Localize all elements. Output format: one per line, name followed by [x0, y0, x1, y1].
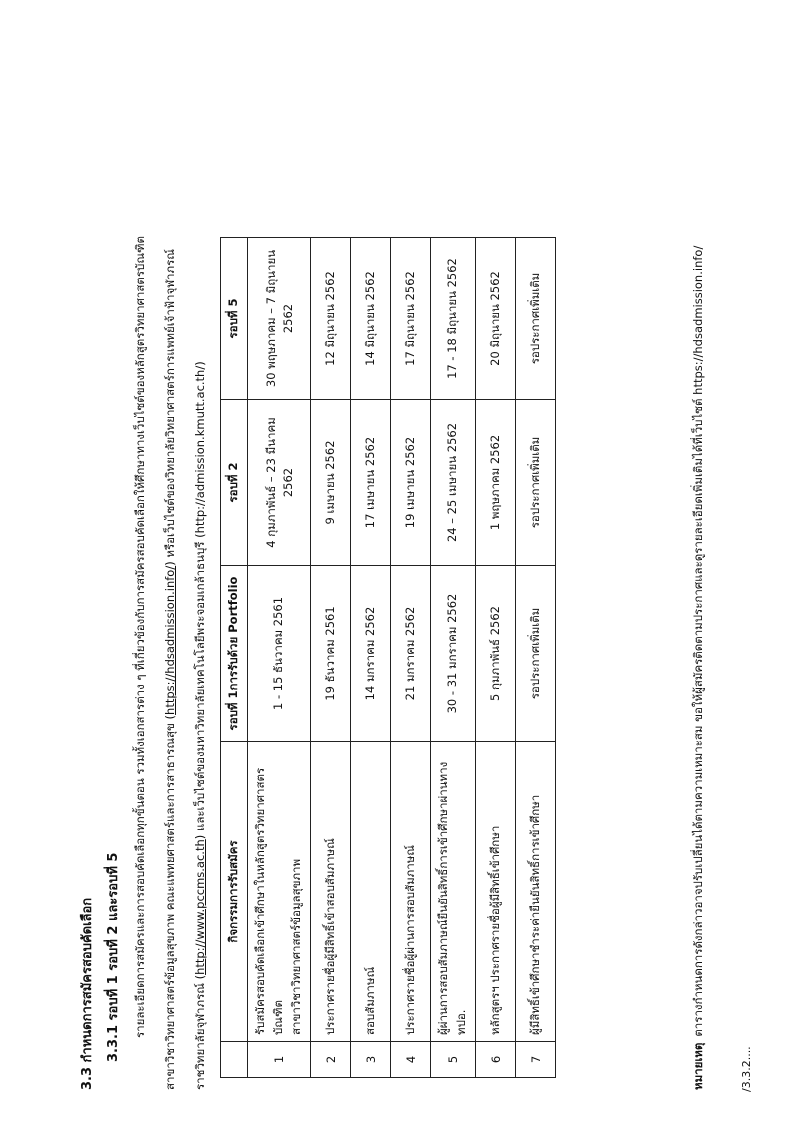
row-number: 7	[516, 1042, 556, 1078]
row-activity	[248, 742, 311, 1042]
row-round-5: 20 มิถุนายน 2562	[476, 238, 516, 400]
row-number: 5	[431, 1042, 476, 1078]
row-round-2: 9 เมษายน 2562	[311, 400, 351, 566]
row-round-5: 14 มิถุนายน 2562	[351, 238, 391, 400]
row-round-2: 19 เมษายน 2562	[391, 400, 431, 566]
row-round-1: รอประกาศเพิ่มเติม	[516, 566, 556, 742]
row-round-2: 17 เมษายน 2562	[351, 400, 391, 566]
row-round-2: 4 กุมภาพันธ์ – 23 มีนาคม 2562	[248, 400, 311, 566]
page-continuation-marker	[740, 1048, 774, 1098]
remark-note	[690, 246, 708, 1090]
row-round-2: 24 – 25 เมษายน 2562	[431, 400, 476, 566]
table-row	[391, 238, 431, 1078]
table-row	[248, 238, 311, 1078]
page-marker-text: /3.3.2....	[740, 1046, 753, 1092]
section-heading: 3.3 กำหนดการสมัครสอบคัดเลือก	[80, 897, 95, 1090]
table-header-row	[221, 238, 248, 1078]
row-number: 3	[351, 1042, 391, 1078]
row-round-5: 30 พฤษภาคม – 7 มิถุนายน 2562	[248, 238, 311, 400]
row-round-2: รอประกาศเพิ่มเติม	[516, 400, 556, 566]
intro-line-1: รายละเอียดการสมัครและการสอบคัดเลือกทุกขั้นตอน รวมทั้งเอกสารต่าง ๆ ที่เกี่ยวข้องกับการสมัครสอบคัดเลือกให้ศึกษาทางเว็บไซต์ของหลักสูตรวิทยาศาสตรบัณฑิต	[133, 235, 147, 1038]
intro-line-3	[192, 361, 208, 1090]
header-number	[221, 1042, 248, 1078]
row-activity: ประกาศรายชื่อผู้มีสิทธิ์เข้าสอบสัมภาษณ์	[311, 742, 351, 1042]
hds-admission-link[interactable]: https://hdsadmission.info/	[163, 565, 177, 715]
remark-text: ตารางกำหนดการดังกล่าวอาจปรับเปลี่ยนได้ตามความเหมาะสม ขอให้ผู้สมัครติดตามประกาศและดูรายละเอียดเพิ่มเติมได้ที่เว็บไซต์ https://hdsadmission.info/	[691, 245, 705, 1037]
row-activity: หลักสูตรฯ ประกาศรายชื่อผู้มีสิทธิ์เข้าศึกษา	[476, 742, 516, 1042]
intro-line-3-start: ราชวิทยาลัยจุฬาภรณ์ (	[193, 974, 207, 1090]
activity-line-2: สาขาวิชาวิทยาศาสตร์ข้อมูลสุขภาพ	[289, 858, 303, 1035]
row-round-1: 19 ธันวาคม 2561	[311, 566, 351, 742]
row-activity: ประกาศรายชื่อผู้ผ่านการสอบสัมภาษณ์	[391, 742, 431, 1042]
row-activity: ผู้ผ่านการสอบสัมภาษณ์ยืนยันสิทธิ์การเข้าศึกษาผ่านทาง ทปอ.	[431, 742, 476, 1042]
row-round-5: 17 มิถุนายน 2562	[391, 238, 431, 400]
row-round-1: 1 - 15 ธันวาคม 2561	[248, 566, 311, 742]
table-row	[516, 238, 556, 1078]
header-round-5: รอบที่ 5	[221, 238, 248, 400]
intro-line-3-end: ) และเว็บไซต์ของมหาวิทยาลัยเทคโนโลยีพระจอมเกล้าธนบุรี (http://admission.kmutt.ac.th/)	[193, 361, 207, 840]
intro-line-2	[162, 249, 178, 1090]
row-round-1: 14 มกราคม 2562	[351, 566, 391, 742]
header-activity: กิจกรรมการรับสมัคร	[221, 742, 248, 1042]
row-number: 1	[248, 1042, 311, 1078]
activity-line: รับสมัครสอบคัดเลือกเข้าศึกษาในหลักสูตรวิทยาศาสตรบัณฑิต	[253, 767, 285, 1035]
subsection-heading: 3.3.1 รอบที่ 1 รอบที่ 2 และรอบที่ 5	[106, 852, 121, 1062]
table-row	[311, 238, 351, 1078]
row-activity: ผู้มีสิทธิ์เข้าศึกษาชำระค่ายืนยันสิทธิ์การเข้าศึกษา	[516, 742, 556, 1042]
row-number: 4	[391, 1042, 431, 1078]
row-round-5: 12 มิถุนายน 2562	[311, 238, 351, 400]
row-activity: สอบสัมภาษณ์	[351, 742, 391, 1042]
header-round-1: รอบที่ 1การรับด้วย Portfolio	[221, 566, 248, 742]
row-round-2: 1 พฤษภาคม 2562	[476, 400, 516, 566]
row-round-1: 5 กุมภาพันธ์ 2562	[476, 566, 516, 742]
header-round-2: รอบที่ 2	[221, 400, 248, 566]
row-round-5: รอประกาศเพิ่มเติม	[516, 238, 556, 400]
row-round-1: 21 มกราคม 2562	[391, 566, 431, 742]
intro-line-2-start: สาขาวิชาวิทยาศาสตร์ข้อมูลสุขภาพ คณะแพทยศาสตร์และการสาธารณสุข (	[163, 714, 177, 1090]
table-row	[431, 238, 476, 1078]
intro-line-2-end: ) หรือเว็บไซต์ของวิทยาลัยวิทยาศาสตร์การแพทย์เจ้าฟ้าจุฬาภรณ์	[163, 249, 177, 566]
row-round-5: 17 - 18 มิถุนายน 2562	[431, 238, 476, 400]
admission-schedule-table	[220, 237, 556, 1078]
row-round-1: 30 - 31 มกราคม 2562	[431, 566, 476, 742]
remark-label: หมายเหตุ	[691, 1042, 705, 1090]
table-row	[351, 238, 391, 1078]
rotated-content	[80, 50, 720, 1090]
table-row	[476, 238, 516, 1078]
row-number: 2	[311, 1042, 351, 1078]
pccms-link[interactable]: http://www.pccms.ac.th	[193, 839, 207, 975]
row-number: 6	[476, 1042, 516, 1078]
